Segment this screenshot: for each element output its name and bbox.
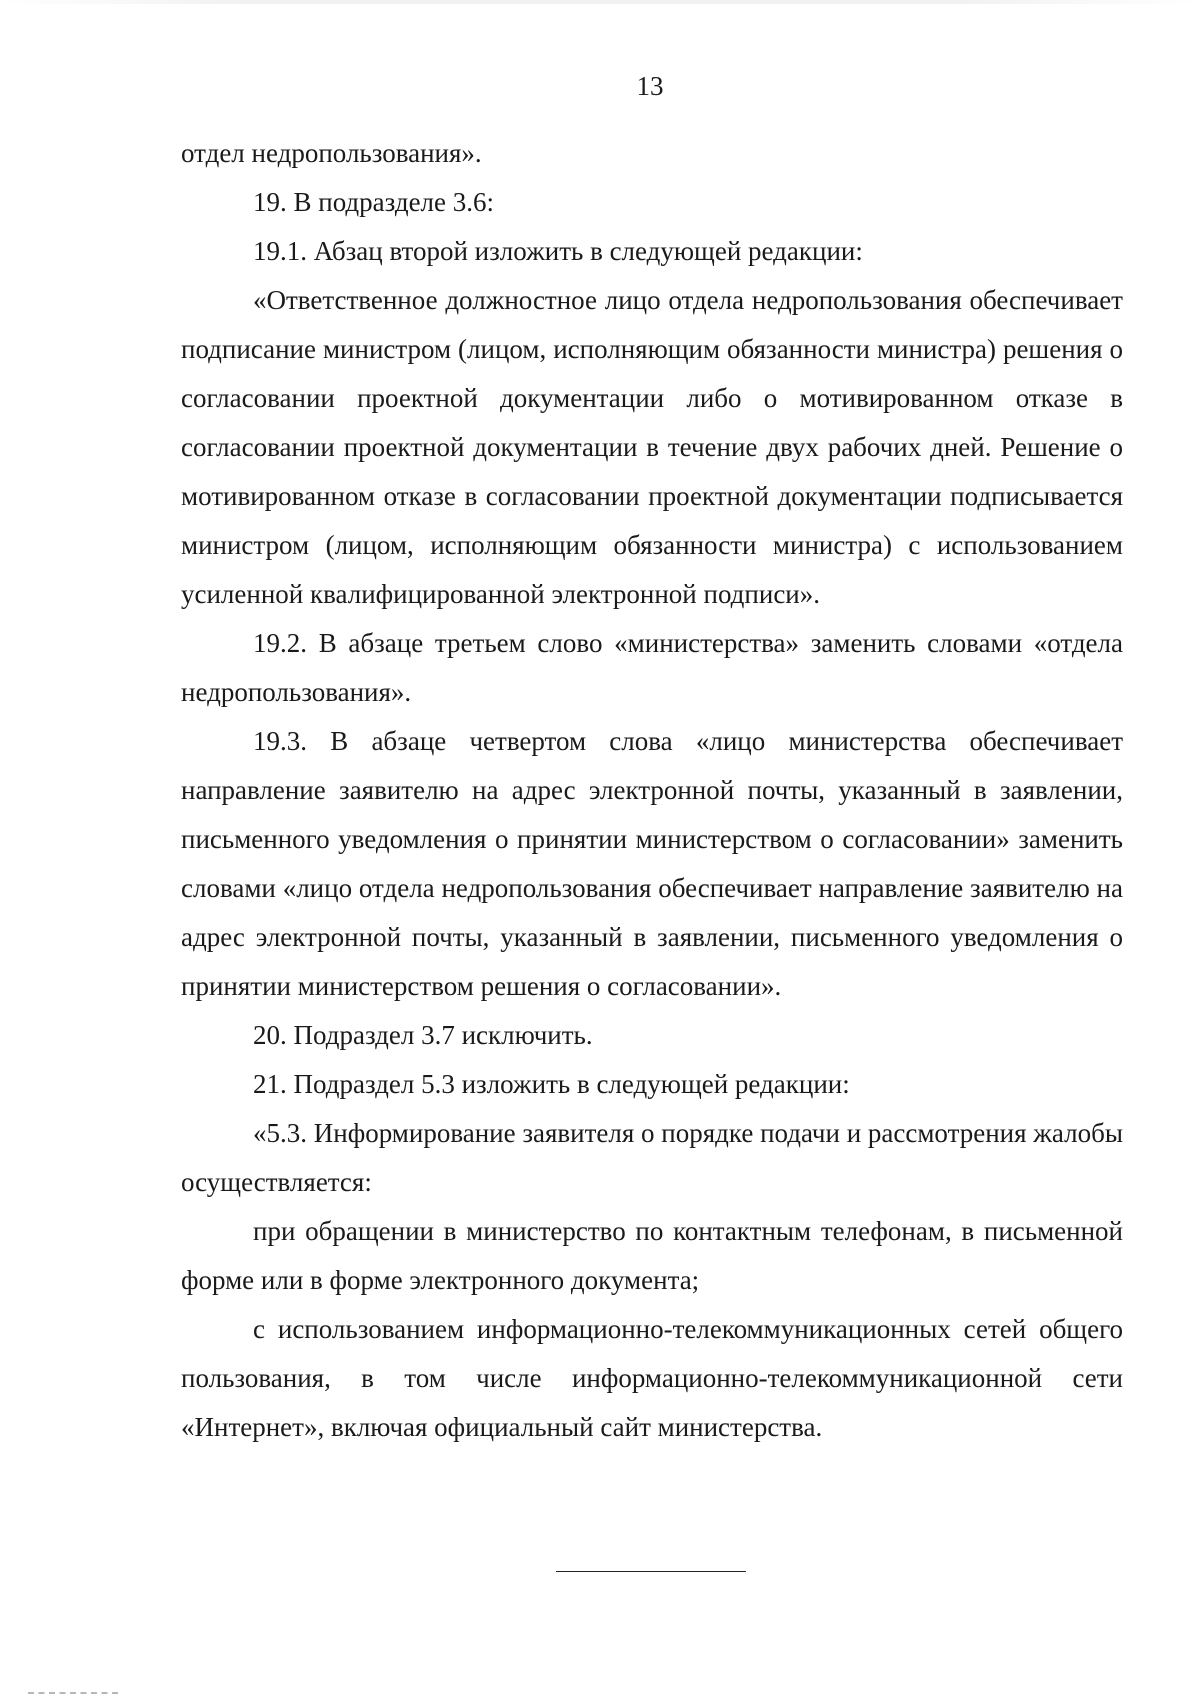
paragraph-internet-networks: с использованием информационно-телекоммуникационных сетей общего пользования, в том числе информационно-телекоммуникационной сети «Интернет», включая официальный сайт министерства. [181,1314,1123,1442]
paragraph-continuation: отдел недропользования». [181,138,482,168]
paragraph-quote-responsible-official: «Ответственное должностное лицо отдела недропользования обеспечивает подписание министром (лицом, исполняющим обязанности министра) решения о согласовании проектной документации либо о мотивированном отказе в согласовании проектной документации в течение двух рабочих дней. Решение о мотивированном отказе в согласовании проектной документации подписывается министром (лицом, исполняющим обязанности министра) с использованием усиленной квалифицированной электронной подписи». [181,285,1123,609]
paragraph-contact-phones: при обращении в министерство по контактным телефонам, в письменной форме или в форме электронного документа; [181,1216,1123,1295]
paragraph-item-20: 20. Подраздел 3.7 исключить. [253,1020,593,1050]
paragraph-item-19-1: 19.1. Абзац второй изложить в следующей редакции: [253,236,863,266]
document-body [181,129,1123,1452]
paragraph-item-19-3: 19.3. В абзаце четвертом слова «лицо министерства обеспечивает направление заявителю на адрес электронной почты, указанный в заявлении, письменного уведомления о принятии министерством о согласовании» заменить словами «лицо отдела недропользования обеспечивает направление заявителю на адрес электронной почты, указанный в заявлении, письменного уведомления о принятии министерством решения о согласовании». [181,726,1123,1001]
scan-edge-bottom [28,1692,118,1694]
scan-edge-top [0,0,1200,4]
paragraph-item-19: 19. В подразделе 3.6: [253,187,495,217]
paragraph-quote-5-3: «5.3. Информирование заявителя о порядке подачи и рассмотрения жалобы осуществляется: [181,1118,1123,1197]
end-of-text-rule [556,1571,746,1572]
paragraph-item-21: 21. Подраздел 5.3 изложить в следующей редакции: [253,1069,850,1099]
paragraph-item-19-2: 19.2. В абзаце третьем слово «министерства» заменить словами «отдела недропользования». [181,628,1123,707]
page-number: 13 [636,71,664,101]
